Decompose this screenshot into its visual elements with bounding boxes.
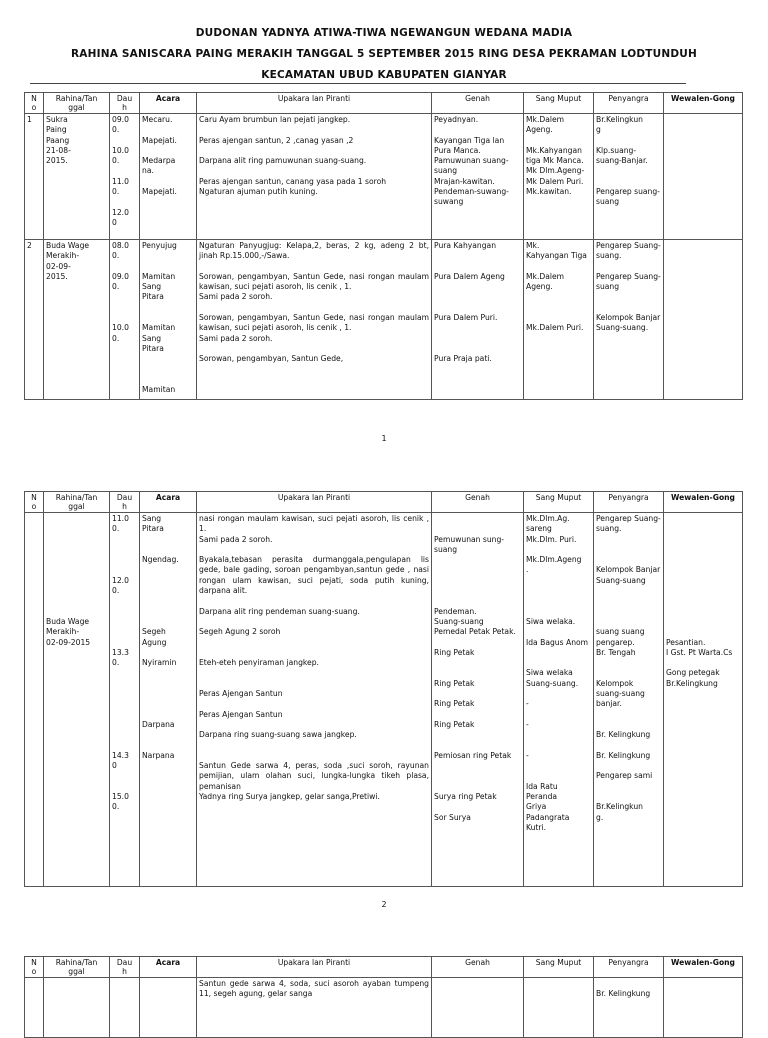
cell-penyangra: Pengarep Suang-suang. Kelompok Banjar Suang-suang suang suang pengarep. Br. Tengah Kelompok suang-suang banjar. Br. Kelingkung Br. Kelingkung Pengarep sami Br.Kelingkun g. <box>594 513 664 887</box>
cell-wewalen <box>664 240 743 400</box>
cell-upakara: nasi rongan maulam kawisan, suci pejati asoroh, lis cenik , 1. Sami pada 2 soroh. Byakala,tebasan perasita durmanggala,pengulapan lis gede, bale gading, soroan pengambyan,santun gede , nasi rongan ulam kawisan, suci pejati, soda putih kuning, darpana alit. Darpana alit ring pendeman suang-suang. Segeh Agung 2 soroh Eteh-eteh penyiraman jangkep. Peras Ajengan Santun Peras Ajengan Santun Darpana ring suang-suang sawa jangkep. Santun Gede sarwa 4, peras, soda ,suci soroh, rayunan pemijian, ulam olahan suci, lungka-lungka tikeh plasa, pemanisan Yadnya ring Surya jangkep, gelar sanga,Pretiwi. <box>197 513 432 887</box>
table-row <box>25 114 743 240</box>
col-header-acara: Acara <box>140 492 197 513</box>
cell-acara: Penyujug Mamitan Sang Pitara Mamitan Sang Pitara Mamitan <box>140 240 197 400</box>
table-header-row <box>25 492 743 513</box>
cell-rahina <box>44 978 110 1038</box>
cell-muput <box>524 978 594 1038</box>
col-header-rahina: Rahina/Tan ggal <box>44 492 110 513</box>
col-header-genah: Genah <box>432 957 524 978</box>
table-row <box>25 513 743 887</box>
cell-penyangra: Br.Kelingkun g Klp.suang-suang-Banjar. Pengarep suang-suang <box>594 114 664 240</box>
col-header-dauh: Dau h <box>110 93 140 114</box>
cell-upakara: Ngaturan Panyugjug: Kelapa,2, beras, 2 kg, adeng 2 bt, jinah Rp.15.000,-/Sawa. Sorowan, pengambyan, Santun Gede, nasi rongan maulam kawisan, suci pejati asoroh, lis cenik , 1. Sami pada 2 soroh. Sorowan, pengambyan, Santun Gede, nasi rongan maulam kawisan, suci pejati asoroh, lis cenik , 1. Sami pada 2 soroh. Sorowan, pengambyan, Santun Gede, <box>197 240 432 400</box>
cell-muput: Mk. Kahyangan Tiga Mk.Dalem Ageng. Mk.Dalem Puri. <box>524 240 594 400</box>
col-header-no: N o <box>25 492 44 513</box>
col-header-rahina: Rahina/Tan ggal <box>44 93 110 114</box>
cell-genah <box>432 978 524 1038</box>
cell-dauh: 09.0 0. 10.0 0. 11.0 0. 12.0 0 <box>110 114 140 240</box>
cell-no: 2 <box>25 240 44 400</box>
schedule-table-page-3 <box>24 956 743 1038</box>
title-underline <box>30 83 686 84</box>
col-header-rahina: Rahina/Tan ggal <box>44 957 110 978</box>
col-header-upakara: Upakara lan Piranti <box>197 93 432 114</box>
schedule-table-page-1 <box>24 92 743 400</box>
col-header-penyangra: Penyangra <box>594 957 664 978</box>
table-row <box>25 978 743 1038</box>
cell-no <box>25 513 44 887</box>
col-header-dauh: Dau h <box>110 492 140 513</box>
col-header-muput: Sang Muput <box>524 492 594 513</box>
col-header-dauh: Dau h <box>110 957 140 978</box>
col-header-penyangra: Penyangra <box>594 93 664 114</box>
col-header-wewalen: Wewalen-Gong <box>664 492 743 513</box>
page-number-1: 1 <box>381 434 387 443</box>
cell-acara <box>140 978 197 1038</box>
cell-dauh: 08.0 0. 09.0 0. 10.0 0. <box>110 240 140 400</box>
cell-wewalen <box>664 978 743 1038</box>
page-number-2: 2 <box>381 900 387 909</box>
col-header-wewalen: Wewalen-Gong <box>664 93 743 114</box>
col-header-genah: Genah <box>432 93 524 114</box>
cell-dauh <box>110 978 140 1038</box>
col-header-no: N o <box>25 957 44 978</box>
cell-no <box>25 978 44 1038</box>
document-location: KECAMATAN UBUD KABUPATEN GIANYAR <box>261 69 507 81</box>
col-header-upakara: Upakara lan Piranti <box>197 492 432 513</box>
col-header-acara: Acara <box>140 93 197 114</box>
document-subtitle: RAHINA SANISCARA PAING MERAKIH TANGGAL 5 SEPTEMBER 2015 RING DESA PEKRAMAN LODTUNDUH <box>71 48 697 60</box>
col-header-acara: Acara <box>140 957 197 978</box>
cell-rahina: Buda Wage Merakih- 02-09-2015 <box>44 513 110 887</box>
table-header-row <box>25 957 743 978</box>
cell-wewalen <box>664 114 743 240</box>
cell-genah: Peyadnyan. Kayangan Tiga lan Pura Manca. Pamuwunan suang-suang Mrajan-kawitan. Pendeman-suwang-suwang <box>432 114 524 240</box>
col-header-muput: Sang Muput <box>524 957 594 978</box>
table-header-row <box>25 93 743 114</box>
cell-upakara: Caru Ayam brumbun lan pejati jangkep. Peras ajengan santun, 2 ,canag yasan ,2 Darpana alit ring pamuwunan suang-suang. Peras ajengan santun, canang yasa pada 1 soroh Ngaturan ajuman putih kuning. <box>197 114 432 240</box>
schedule-table-page-2 <box>24 491 743 887</box>
cell-rahina: Buda Wage Merakih- 02-09- 2015. <box>44 240 110 400</box>
cell-rahina: Sukra Paing Paang 21-08- 2015. <box>44 114 110 240</box>
cell-genah: Pemuwunan sung-suang Pendeman. Suang-suang Pemedal Petak Petak. Ring Petak Ring Petak Ring Petak Ring Petak Pemiosan ring Petak Surya ring Petak Sor Surya <box>432 513 524 887</box>
cell-penyangra: Br. Kelingkung <box>594 978 664 1038</box>
cell-wewalen: Pesantian. I Gst. Pt Warta.Cs Gong petegak Br.Kelingkung <box>664 513 743 887</box>
document-title: DUDONAN YADNYA ATIWA-TIWA NGEWANGUN WEDANA MADIA <box>195 27 573 39</box>
cell-no: 1 <box>25 114 44 240</box>
cell-genah: Pura Kahyangan Pura Dalem Ageng Pura Dalem Puri. Pura Praja pati. <box>432 240 524 400</box>
col-header-upakara: Upakara lan Piranti <box>197 957 432 978</box>
col-header-genah: Genah <box>432 492 524 513</box>
cell-muput: Mk.Dlm.Ag. sareng Mk.Dlm. Puri. Mk.Dlm.Ageng . Siwa welaka. Ida Bagus Anom Siwa welaka Suang-suang. - - - Ida Ratu Peranda Griya Padangrata Kutri. <box>524 513 594 887</box>
cell-dauh: 11.0 0. 12.0 0. 13.3 0. 14.3 0 15.0 0. <box>110 513 140 887</box>
cell-muput: Mk.Dalem Ageng. Mk.Kahyangan tiga Mk Manca. Mk Dlm.Ageng-Mk Dalem Puri. Mk.kawitan. <box>524 114 594 240</box>
col-header-wewalen: Wewalen-Gong <box>664 957 743 978</box>
col-header-penyangra: Penyangra <box>594 492 664 513</box>
cell-acara: Sang Pitara Ngendag. Segeh Agung Nyiramin Darpana Narpana <box>140 513 197 887</box>
col-header-muput: Sang Muput <box>524 93 594 114</box>
cell-acara: Mecaru. Mapejati. Medarpa na. Mapejati. <box>140 114 197 240</box>
col-header-no: N o <box>25 93 44 114</box>
table-row <box>25 240 743 400</box>
cell-upakara: Santun gede sarwa 4, soda, suci asoroh ayaban tumpeng 11, segeh agung, gelar sanga <box>197 978 432 1038</box>
cell-penyangra: Pengarep Suang-suang. Pengarep Suang-suang Kelompok Banjar Suang-suang. <box>594 240 664 400</box>
